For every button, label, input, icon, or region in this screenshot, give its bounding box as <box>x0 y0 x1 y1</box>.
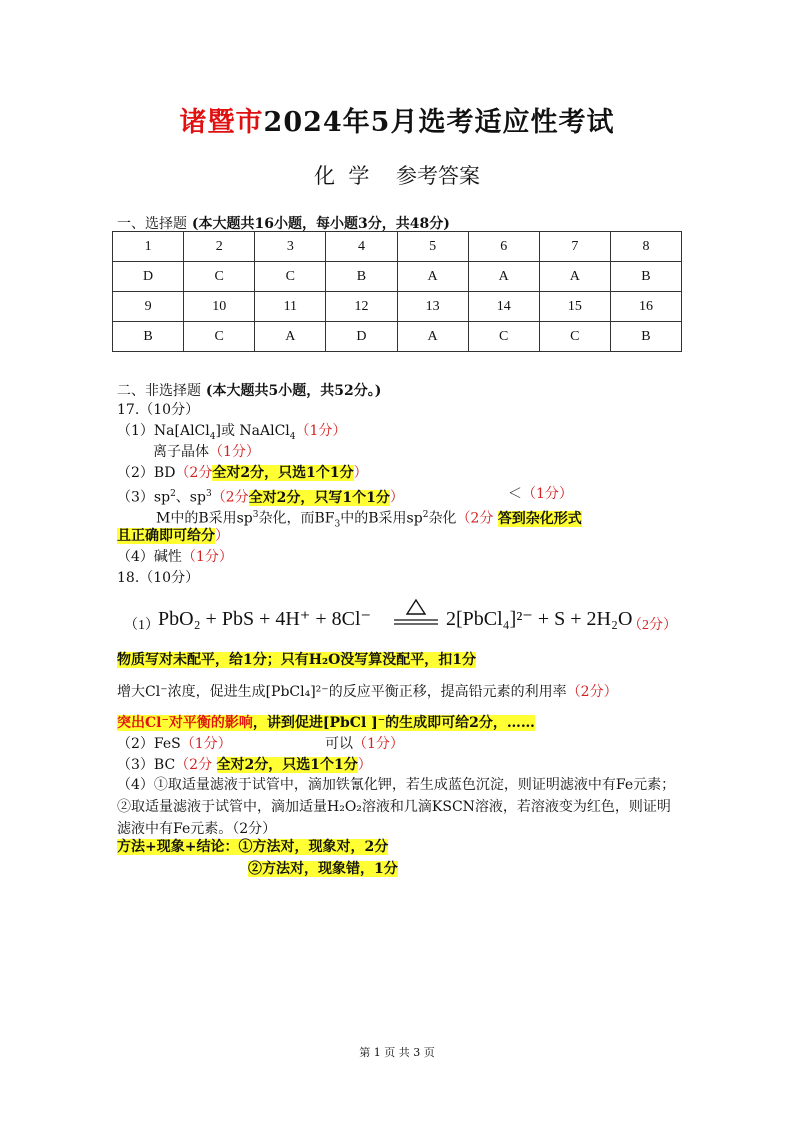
q17-expl-end: ） <box>215 528 229 544</box>
q17-part1-crystal <box>153 442 260 462</box>
q17-p1-text-a: （1）Na[AlCl <box>117 423 210 439</box>
q17-p2-text: （2）BD <box>117 465 176 481</box>
q17-p2-highlight: 全对2分，只选1个1分 <box>212 465 354 481</box>
section1-heading <box>117 213 450 233</box>
q18-reason-score: （2分） <box>566 684 618 700</box>
table-cell: A <box>255 322 326 352</box>
q18-part2-b <box>325 734 404 754</box>
choice-answer-table <box>112 231 682 352</box>
table-cell: 5 <box>397 232 468 262</box>
table-cell: 16 <box>610 292 681 322</box>
q17-part2 <box>117 463 368 483</box>
q18-part2 <box>117 734 232 754</box>
page-subtitle: 化 学 参考答案 <box>313 164 481 188</box>
q18-hl2-red: 突出Cl⁻对平衡的影响 <box>117 715 253 731</box>
q17-lt-score: （1分） <box>522 486 573 502</box>
table-cell: B <box>326 262 397 292</box>
table-cell: 6 <box>468 232 539 262</box>
q17-label: 17.（10分） <box>117 402 200 418</box>
q18-hl3b-text: ②方法对，现象错，1分 <box>248 861 398 877</box>
q17-part3-compare <box>508 484 573 504</box>
q18-hl2-rest: ，讲到促进[PbCl ]⁻的生成即可给2分，…… <box>252 715 535 731</box>
table-cell: D <box>326 322 397 352</box>
q17-expl-b: 杂化，而BF <box>258 510 335 527</box>
q18-p2-text: （2）FeS <box>117 736 181 752</box>
table-cell: A <box>397 322 468 352</box>
q17-part3: $(3)sp^2$、$sp^3(2$分全对2分，只写1个1分） <box>117 489 404 506</box>
q17-expl-c: 中的B采用sp <box>340 510 423 527</box>
q18-p3-score: （2分 <box>175 757 213 773</box>
table-cell: A <box>468 262 539 292</box>
q17-p3-text-b: 、sp <box>175 489 206 506</box>
section2-desc: (本大题共5小题，共52分。) <box>205 383 382 399</box>
table-cell: B <box>113 322 184 352</box>
q18-p3-end: ） <box>357 757 372 773</box>
section1-title: 一、选择题 <box>117 216 187 232</box>
q18-highlight-3b <box>248 859 398 879</box>
table-cell: 12 <box>326 292 397 322</box>
q18-hl1-text: 物质写对未配平，给1分；只有H₂O没写算没配平，扣1分 <box>117 652 477 668</box>
q18-part3 <box>117 755 372 775</box>
q17-p1-score: （1分） <box>295 423 347 439</box>
q18-eq-prefix: （1） <box>124 618 159 633</box>
table-cell: 11 <box>255 292 326 322</box>
q18-highlight-2 <box>117 713 535 733</box>
q18-hl3a-text: 方法+现象+结论：①方法对，现象对，2分 <box>117 839 389 855</box>
q18-eq-score: （2分） <box>628 618 677 633</box>
table-cell: 10 <box>184 292 255 322</box>
title-exam: 2024年5月选考适应性考试 <box>263 107 615 138</box>
q17-part3-explain-cont <box>117 526 229 546</box>
q17-p3-score: （2分 <box>211 489 249 506</box>
table-row <box>113 292 682 322</box>
q17-crystal-text: 离子晶体 <box>153 444 209 460</box>
q17-p3-highlight: 全对2分，只写1个1分 <box>248 489 390 506</box>
table-row <box>113 232 682 262</box>
q17-part3-explain: M中的B采用$sp^3$杂化，而$BF_3$中的B采用$sp^2$杂化（2分 答到杂化形式 <box>156 510 582 530</box>
table-cell: A <box>539 262 610 292</box>
table-cell: 15 <box>539 292 610 322</box>
table-row <box>113 322 682 352</box>
q17-expl-score: （2分 <box>456 510 494 527</box>
q17-p4-text: （4）碱性 <box>117 549 182 565</box>
heat-arrow-icon <box>392 596 440 630</box>
table-cell: 8 <box>610 232 681 262</box>
table-cell: 3 <box>255 232 326 262</box>
q18-p2-score: （1分） <box>180 736 232 752</box>
table-cell: B <box>610 322 681 352</box>
q17-part4 <box>117 547 233 567</box>
table-cell: C <box>184 262 255 292</box>
section2-heading <box>117 380 381 400</box>
section1-desc: (本大题共16小题，每小题3分，共48分) <box>191 216 450 232</box>
table-cell: 13 <box>397 292 468 322</box>
q17-p3-end: ） <box>389 489 404 506</box>
table-row <box>113 262 682 292</box>
q18-highlight-1 <box>117 650 476 670</box>
page-title <box>0 100 794 139</box>
table-cell: 14 <box>468 292 539 322</box>
q18-eq-lhs: PbO₂ + PbS + 4H⁺ + 8Cl⁻ <box>158 608 372 630</box>
q17-p3-text-a: （3）sp <box>117 489 171 506</box>
table-cell: 9 <box>113 292 184 322</box>
q18-highlight-3a <box>117 837 388 857</box>
table-cell: B <box>610 262 681 292</box>
table-cell: 7 <box>539 232 610 262</box>
q17-crystal-score: （1分） <box>209 444 260 460</box>
q18-p2b-text: 可以 <box>325 736 353 752</box>
q17-p1-text-b: ]或 NaAlCl <box>215 423 290 439</box>
title-city: 诸暨市 <box>179 107 264 138</box>
table-cell: C <box>184 322 255 352</box>
q17-p2-end: ） <box>353 465 368 481</box>
q17-expl-d: 杂化 <box>428 510 457 527</box>
q18-reason <box>117 682 618 702</box>
q17-p2-score: （2分 <box>175 465 213 481</box>
q18-p3-highlight: 全对2分，只选1个1分 <box>216 757 358 773</box>
q18-part4: （4）①取适量滤液于试管中，滴加铁氰化钾，若生成蓝色沉淀，则证明滤液中有Fe元素；②取适量滤液于试管中，滴加适量H₂O₂溶液和几滴KSCN溶液，若溶液变为红色，则证明滤液中有Fe元素。（2分） <box>117 777 676 837</box>
q18-eq-rhs: 2[PbCl₄]²⁻ + S + 2H₂O <box>446 608 633 630</box>
q18-label: 18.（10分） <box>117 570 200 586</box>
table-cell: C <box>468 322 539 352</box>
q18-reason-text: 增大Cl⁻浓度，促进生成[PbCl₄]²⁻的反应平衡正移，提高铅元素的利用率 <box>117 684 567 700</box>
q17-expl-highlight-a: 答到杂化形式 <box>497 510 582 527</box>
q17-p4-score: （1分） <box>181 549 233 565</box>
table-cell: C <box>255 262 326 292</box>
section2-title: 二、非选择题 <box>117 383 201 399</box>
table-cell: A <box>397 262 468 292</box>
q17-less-than: ＜ <box>508 486 522 502</box>
q18-p2b-score: （1分） <box>353 736 404 752</box>
q17-expl-a: M中的B采用sp <box>156 510 253 527</box>
table-cell: 1 <box>113 232 184 262</box>
table-cell: 4 <box>326 232 397 262</box>
table-cell: D <box>113 262 184 292</box>
page-footer: 第 1 页 共 3 页 <box>359 1046 435 1059</box>
table-cell: 2 <box>184 232 255 262</box>
q17-expl-highlight-b: 且正确即可给分 <box>117 528 215 544</box>
q18-p3-text: （3）BC <box>117 757 176 773</box>
q17-part1: （1）Na[AlCl$_4$]或 NaAlCl$_4$（1分） <box>117 423 347 442</box>
table-cell: C <box>539 322 610 352</box>
